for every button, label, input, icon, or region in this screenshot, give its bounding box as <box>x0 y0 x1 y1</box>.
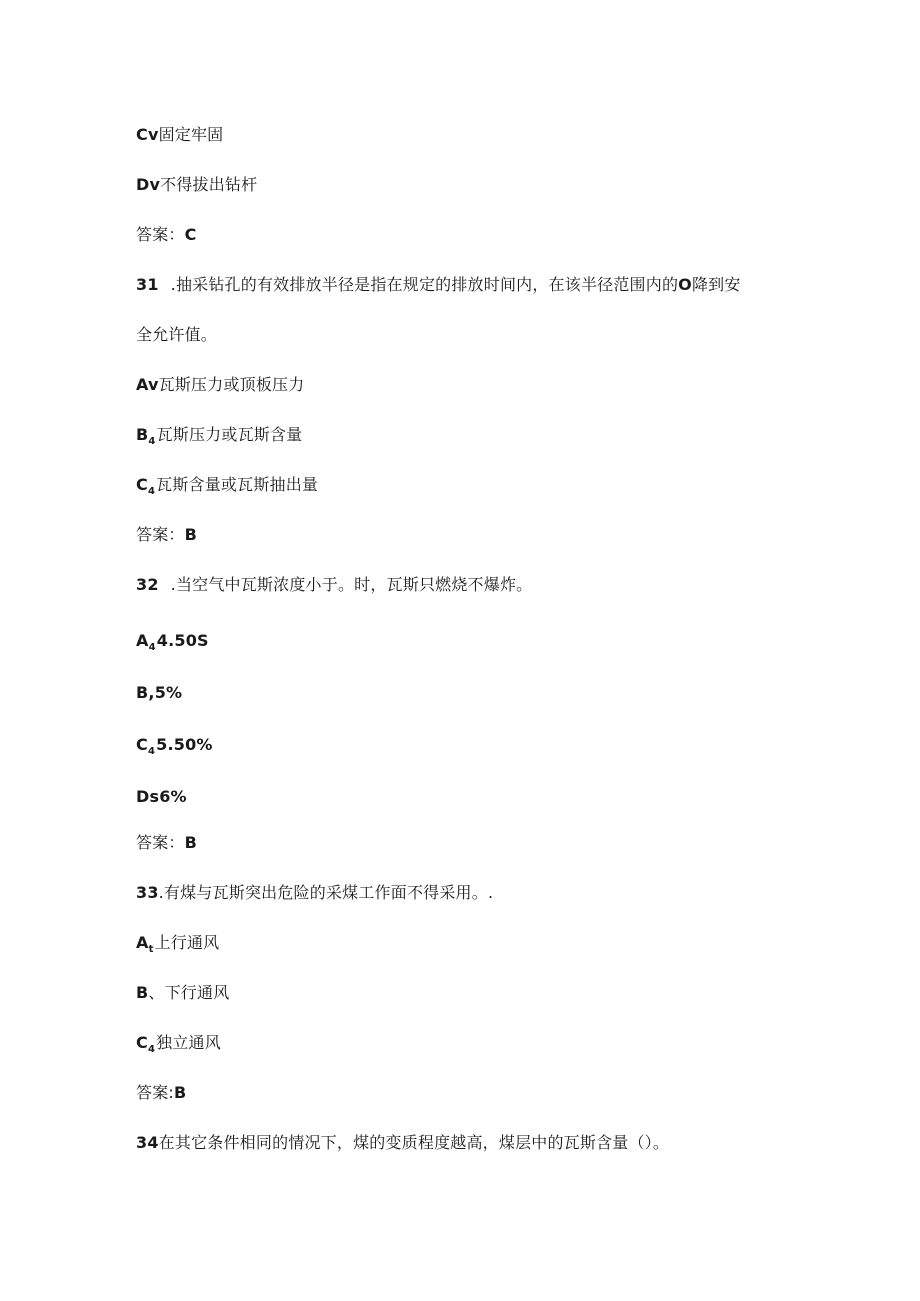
option-label: Dv <box>136 175 161 194</box>
option-text: 瓦斯压力或瓦斯含量 <box>156 425 303 444</box>
option-label: C <box>136 475 148 494</box>
question-33 <box>136 882 493 904</box>
option-text: 瓦斯含量或瓦斯抽出量 <box>156 475 319 494</box>
option-label: A <box>136 933 149 952</box>
answer-prefix: 答案： <box>136 225 185 244</box>
option-c-line <box>136 124 223 146</box>
question-text-cont: 降到安 <box>691 275 741 294</box>
question-number: 31 <box>136 275 159 294</box>
option-label: Av <box>136 375 159 394</box>
option-a-line <box>136 630 209 655</box>
option-b-line <box>136 682 182 704</box>
option-label-sub: t <box>148 944 154 955</box>
answer-line <box>136 1082 186 1104</box>
question-number: 32 <box>136 575 159 594</box>
question-number: 33 <box>136 883 159 902</box>
answer-value: B <box>184 525 198 544</box>
question-text: .有煤与瓦斯突出危险的采煤工作面不得采用。. <box>158 883 494 902</box>
option-label: Cv <box>136 125 159 144</box>
option-label-sub: 4 <box>148 436 156 447</box>
answer-value: B <box>174 1083 187 1102</box>
question-text: 在其它条件相同的情况下，煤的变质程度越高，煤层中的瓦斯含量（）。 <box>158 1133 670 1152</box>
option-c-line <box>136 1032 221 1057</box>
option-text: 上行通风 <box>154 933 220 952</box>
option-text: 独立通风 <box>156 1033 221 1052</box>
question-text: .当空气中瓦斯浓度小于。时，瓦斯只燃烧不爆炸。 <box>170 575 533 594</box>
question-31 <box>136 274 741 296</box>
option-text: 5% <box>154 683 183 702</box>
answer-value: B <box>184 833 198 852</box>
option-text: 、下行通风 <box>148 983 230 1002</box>
option-text: 不得拔出钻杆 <box>160 175 258 194</box>
option-label-sub: 4 <box>148 642 156 653</box>
option-text: 瓦斯压力或顶板压力 <box>158 375 305 394</box>
answer-line <box>136 224 197 246</box>
answer-prefix: 答案： <box>136 833 185 852</box>
option-d-line <box>136 786 187 808</box>
option-b-line <box>136 982 229 1004</box>
answer-prefix: 答案： <box>136 525 185 544</box>
answer-line <box>136 832 197 854</box>
option-label: A <box>136 631 149 650</box>
option-label: B, <box>136 683 155 702</box>
option-d-line <box>136 174 257 196</box>
question-32 <box>136 574 532 596</box>
option-c-line <box>136 734 213 759</box>
option-text: 4.50S <box>156 631 209 650</box>
question-placeholder: O <box>678 275 692 294</box>
option-label: B <box>136 983 149 1002</box>
question-31-continuation <box>136 324 217 346</box>
question-text: 全允许值。 <box>136 325 218 344</box>
option-label-sub: 4 <box>147 1044 156 1055</box>
option-label: C <box>136 1033 148 1052</box>
question-text: .抽采钻孔的有效排放半径是指在规定的排放时间内，在该半径范围内的 <box>170 275 679 294</box>
question-number: 34 <box>136 1133 159 1152</box>
option-a-line <box>136 932 219 957</box>
option-text: 6% <box>159 787 187 806</box>
option-b-line <box>136 424 302 449</box>
option-text: 固定牢固 <box>158 125 224 144</box>
option-label-sub: 4 <box>147 486 156 497</box>
answer-value: C <box>184 225 197 244</box>
option-label-sub: 4 <box>147 746 156 757</box>
option-label: Ds <box>136 787 160 806</box>
option-label: C <box>136 735 148 754</box>
option-a-line <box>136 374 304 396</box>
answer-prefix: 答案: <box>136 1083 174 1102</box>
option-text: 5.50% <box>156 735 213 754</box>
option-c-line <box>136 474 318 499</box>
question-34 <box>136 1132 669 1154</box>
option-label: B <box>136 425 149 444</box>
answer-line <box>136 524 197 546</box>
